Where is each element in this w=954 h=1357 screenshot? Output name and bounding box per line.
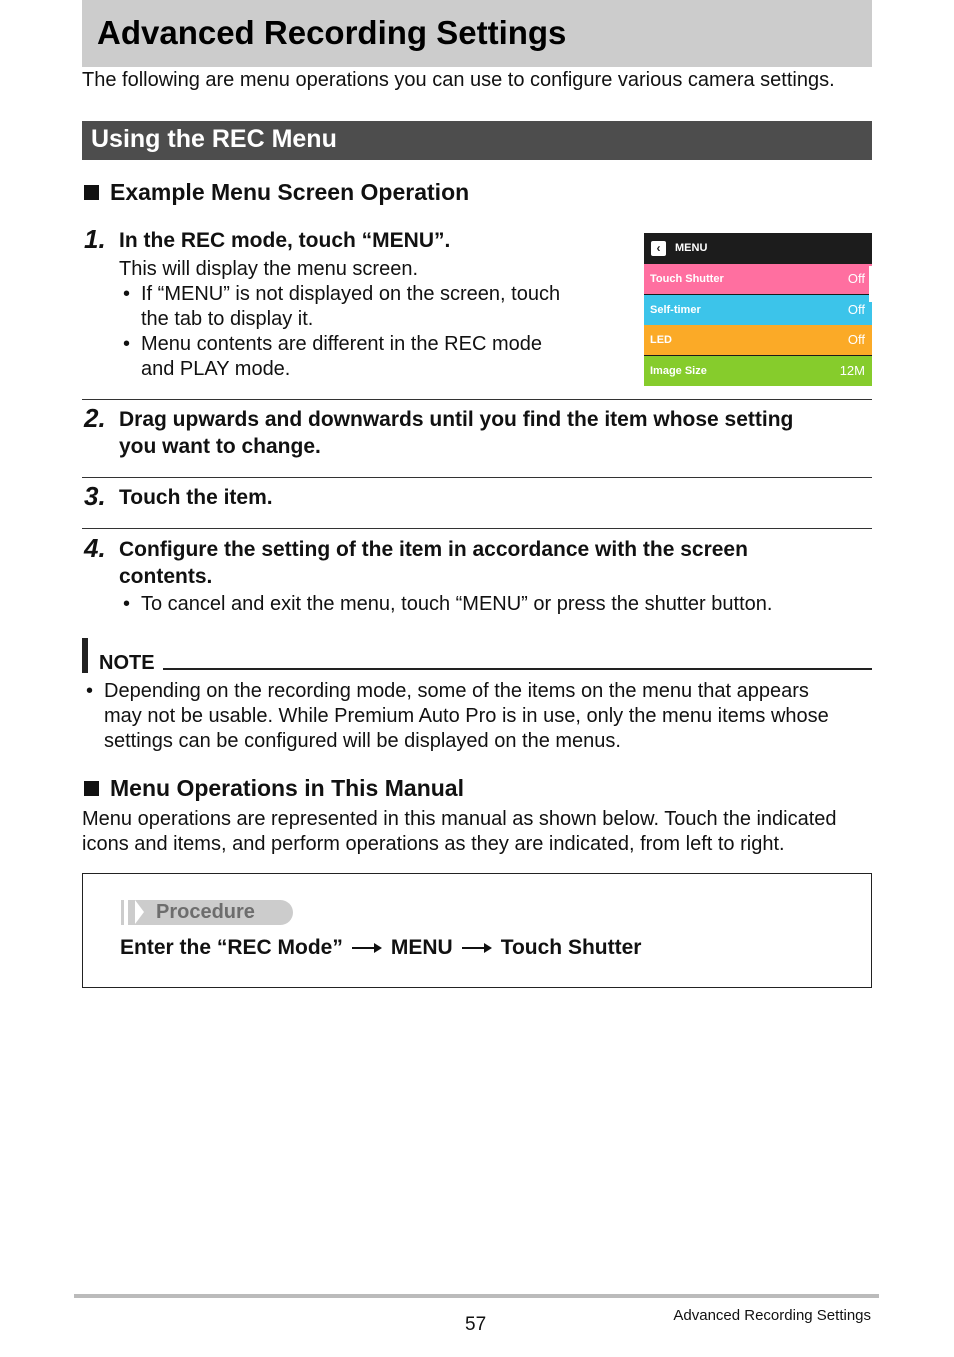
bullet-dot: • [86,680,94,702]
menu-ops-body [82,807,837,857]
step-4-title-line-1: Configure the setting of the item in accordance with the screen [119,538,748,561]
page-title: Advanced Recording Settings [97,14,567,51]
menu-row-image-size [644,356,872,386]
note-line-1: Depending on the recording mode, some of the items on the menu that appears [104,680,809,702]
step-divider [82,528,872,529]
step-1-bullet-2 [123,332,542,382]
menu-ops-heading-text: Menu Operations in This Manual [110,775,464,801]
step-1-number: 1. [84,224,106,254]
step-1-bullet-2-line-1: Menu contents are different in the REC mode [141,333,542,355]
menu-ops-heading [84,775,464,802]
note-label: NOTE [99,652,155,674]
menu-ops-line-2: icons and items, and perform operations as they are indicated, from left to right. [82,833,785,855]
section-bar [82,121,872,160]
procedure-label: Procedure [156,901,255,923]
step-2-title [119,406,793,460]
bullet-dot: • [123,283,131,305]
step-2-number: 2. [84,403,106,433]
step-divider [82,399,872,400]
step-4-title [119,536,748,590]
step-1-bullet-2-line-2: and PLAY mode. [141,358,291,380]
intro-text: The following are menu operations you can use to configure various camera settings. [82,69,835,91]
step-1-bullet-1-line-2: the tab to display it. [141,308,314,330]
note-line-2: may not be usable. While Premium Auto Pro is in use, only the menu items whose [104,705,829,727]
step-1-body: This will display the menu screen. [119,258,419,280]
step-4-title-line-2: contents. [119,565,213,588]
procedure-chevron-icon [135,900,144,924]
menu-screen-image [644,233,872,386]
bullet-dot: • [123,333,131,355]
menu-row-value: Off [847,332,865,347]
page-title-bar [82,0,872,67]
note-marker [82,638,88,673]
menu-row-touch-shutter [644,264,872,294]
note-bullet-1 [86,679,829,754]
arrow-right-icon [462,943,492,953]
menu-row-led [644,325,872,355]
menu-row-label: Self-timer [650,304,701,316]
procedure-tag [121,900,293,925]
menu-scrollbar [869,266,872,302]
menu-screen-header-label: MENU [675,242,708,254]
procedure-tag-stripe [124,900,128,925]
chevron-left-icon: ‹ [651,241,666,256]
footer-rule [74,1294,879,1298]
menu-ops-line-1: Menu operations are represented in this manual as shown below. Touch the indicated [82,808,837,830]
menu-row-value: Off [847,302,865,317]
menu-row-self-timer [644,295,872,325]
step-divider [82,477,872,478]
step-3-number: 3. [84,481,106,511]
note-line-3: settings can be configured will be displayed on the menus. [104,730,621,752]
page-number: 57 [465,1314,487,1335]
menu-row-value: 12M [839,363,865,378]
step-2-title-line-1: Drag upwards and downwards until you find the item whose setting [119,408,794,431]
procedure-box [82,873,872,988]
menu-row-label: Touch Shutter [650,273,724,285]
square-bullet-icon [84,185,99,200]
procedure-step-1: Enter the “REC Mode” [120,936,343,959]
step-2-title-line-2: you want to change. [119,435,321,458]
step-4-number: 4. [84,533,106,563]
menu-row-label: Image Size [650,365,707,377]
step-4-bullet-1 [123,592,773,617]
step-3-title: Touch the item. [119,486,273,509]
procedure-step-2: MENU [390,936,453,959]
example-heading-text: Example Menu Screen Operation [110,179,470,205]
example-heading [84,179,469,206]
step-1-bullet-1 [123,282,561,332]
arrow-right-icon [352,943,382,953]
step-1-title: In the REC mode, touch “MENU”. [119,229,451,252]
procedure-step-3: Touch Shutter [500,936,642,959]
menu-row-value: Off [847,271,865,286]
procedure-steps [120,936,641,960]
note-rule [163,668,872,670]
step-1-bullet-1-line-1: If “MENU” is not displayed on the screen, touch [141,283,561,305]
square-bullet-icon [84,781,99,796]
bullet-dot: • [123,593,131,615]
menu-row-label: LED [650,334,672,346]
footer-section-title: Advanced Recording Settings [673,1307,871,1324]
step-4-bullet-1-line-1: To cancel and exit the menu, touch “MENU” or press the shutter button. [141,593,773,615]
section-title: Using the REC Menu [91,125,337,153]
menu-screen-header [644,233,872,264]
